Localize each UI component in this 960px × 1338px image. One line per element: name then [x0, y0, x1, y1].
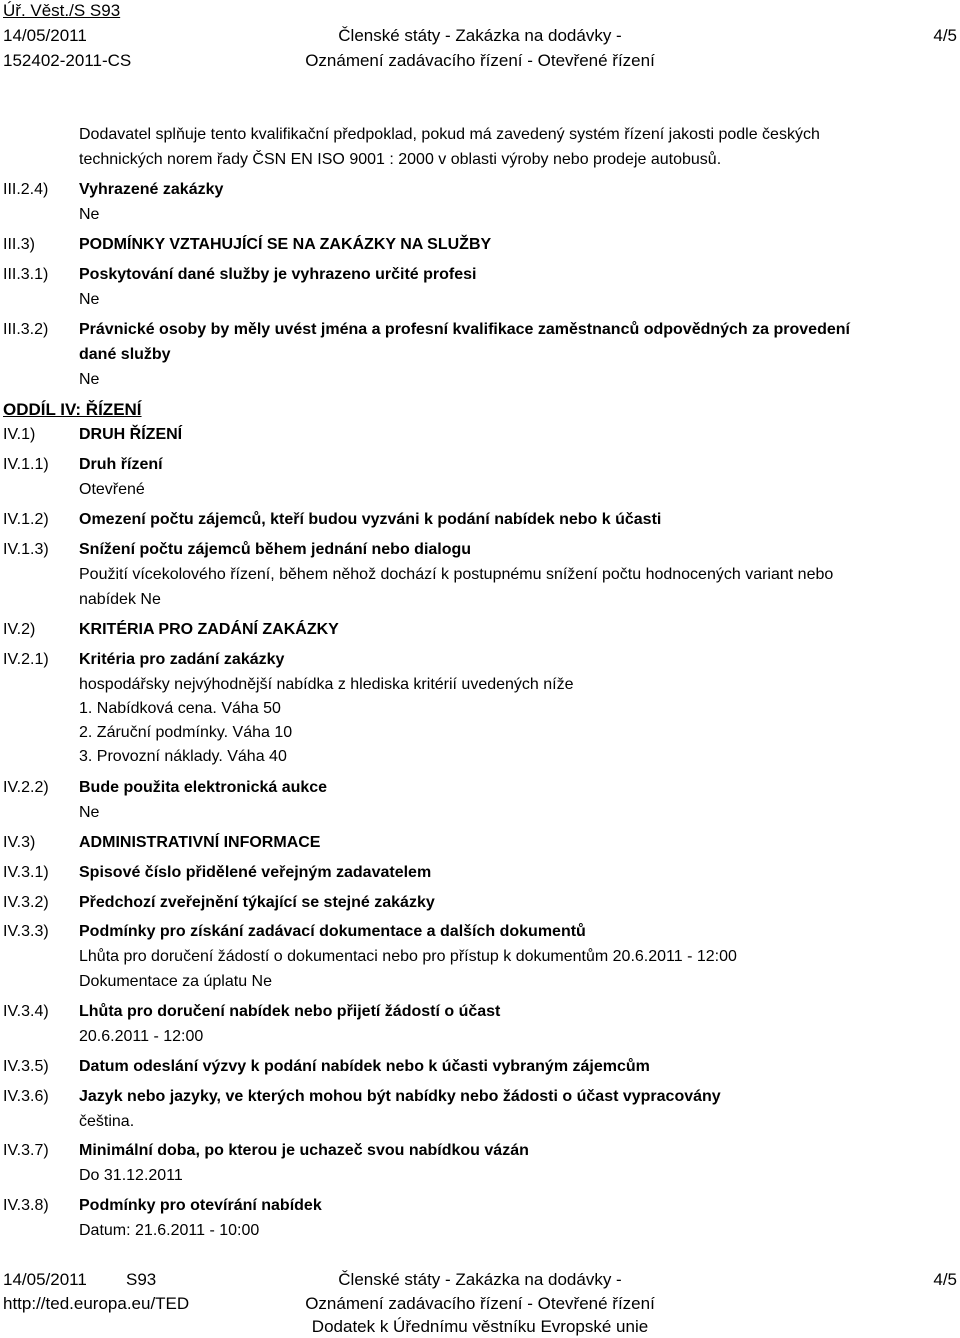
section-number: IV.1.1): [3, 456, 49, 473]
section-number: III.3.2): [3, 321, 49, 338]
footer-title-line3: Dodatek k Úřednímu věstníku Evropské unie: [311, 1317, 649, 1336]
section-number: IV.3.6): [3, 1088, 49, 1105]
header-doc-number: 152402-2011-CS: [3, 51, 132, 70]
criteria-item: 3. Provozní náklady. Váha 40: [79, 748, 287, 765]
section-label: Vyhrazené zakázky: [79, 181, 224, 198]
section-number: IV.3.4): [3, 1003, 49, 1020]
section-iv-title: ODDÍL IV: ŘÍZENÍ: [3, 400, 142, 419]
header-title-line2: Oznámení zadávacího řízení - Otevřené řízení: [305, 51, 655, 70]
section-label: Jazyk nebo jazyky, ve kterých mohou být nabídky nebo žádosti o účast vypracovány: [79, 1088, 721, 1105]
section-heading: DRUH ŘÍZENÍ: [79, 426, 183, 443]
footer-title-line1: Členské státy - Zakázka na dodávky -: [338, 1270, 622, 1289]
publication-ref: Úř. Věst./S S93: [3, 1, 121, 20]
section-number: IV.3.8): [3, 1197, 49, 1214]
section-text: Použití vícekolového řízení, během něhož dochází k postupnému snížení počtu hodnocených variant nebo: [79, 566, 834, 583]
section-heading: ADMINISTRATIVNÍ INFORMACE: [79, 834, 321, 851]
section-label-cont: dané služby: [79, 346, 171, 363]
section-label: Minimální doba, po kterou je uchazeč svou nabídkou vázán: [79, 1142, 529, 1159]
criteria-item: 2. Záruční podmínky. Váha 10: [79, 724, 293, 741]
section-value: Do 31.12.2011: [79, 1167, 183, 1184]
footer-series: S93: [126, 1270, 157, 1289]
section-number: IV.2.1): [3, 651, 49, 668]
section-label: Bude použita elektronická aukce: [79, 779, 328, 796]
section-heading: KRITÉRIA PRO ZADÁNÍ ZAKÁZKY: [79, 621, 339, 638]
section-value: 20.6.2011 - 12:00: [79, 1028, 204, 1045]
section-label: Snížení počtu zájemců během jednání nebo dialogu: [79, 541, 472, 558]
section-label: Kritéria pro zadání zakázky: [79, 651, 285, 668]
section-label: Spisové číslo přidělené veřejným zadavatelem: [79, 864, 432, 881]
section-number: IV.3.7): [3, 1142, 49, 1159]
section-label: Lhůta pro doručení nabídek nebo přijetí žádostí o účast: [79, 1003, 501, 1020]
header-page-number: 4/5: [933, 26, 957, 45]
footer-date: 14/05/2011: [3, 1270, 87, 1289]
section-label: Datum odeslání výzvy k podání nabídek nebo k účasti vybraným zájemcům: [79, 1058, 650, 1075]
section-number: IV.1.2): [3, 511, 49, 528]
section-number: IV.2.2): [3, 779, 49, 796]
section-number: III.3.1): [3, 266, 49, 283]
footer-title-line2: Oznámení zadávacího řízení - Otevřené řízení: [305, 1294, 655, 1313]
section-number: IV.3.5): [3, 1058, 49, 1075]
section-number: IV.3): [3, 834, 36, 851]
section-value: Ne: [79, 206, 100, 223]
intro-text-line2: technických norem řady ČSN EN ISO 9001 : 2000 v oblasti výroby nebo prodeje autobusů.: [79, 151, 722, 168]
section-value: Ne: [79, 371, 100, 388]
header-title-line1: Členské státy - Zakázka na dodávky -: [338, 26, 622, 45]
section-number: IV.1): [3, 426, 36, 443]
section-value: Datum: 21.6.2011 - 10:00: [79, 1222, 260, 1239]
section-number: IV.1.3): [3, 541, 49, 558]
section-value: Ne: [79, 291, 100, 308]
section-text: nabídek Ne: [79, 591, 161, 608]
section-number: III.3): [3, 236, 36, 253]
footer-url-link[interactable]: http://ted.europa.eu/TED: [3, 1294, 190, 1313]
criteria-item: 1. Nabídková cena. Váha 50: [79, 700, 281, 717]
section-value: čeština.: [79, 1113, 135, 1130]
section-number: IV.3.1): [3, 864, 49, 881]
footer-page-number: 4/5: [933, 1270, 957, 1289]
section-number: III.2.4): [3, 181, 49, 198]
section-label: Předchozí zveřejnění týkající se stejné zakázky: [79, 894, 435, 911]
section-label: Druh řízení: [79, 456, 163, 473]
section-text: Lhůta pro doručení žádostí o dokumentaci nebo pro přístup k dokumentům 20.6.2011 - 12:00: [79, 948, 737, 965]
section-value: Otevřené: [79, 481, 145, 498]
section-label: Omezení počtu zájemců, kteří budou vyzváni k podání nabídek nebo k účasti: [79, 511, 662, 528]
section-text: Dokumentace za úplatu Ne: [79, 973, 272, 990]
section-label: Právnické osoby by měly uvést jména a profesní kvalifikace zaměstnanců odpovědných za provedení: [79, 321, 850, 338]
section-value: Ne: [79, 804, 100, 821]
section-number: IV.3.2): [3, 894, 49, 911]
section-text: hospodářsky nejvýhodnější nabídka z hlediska kritérií uvedených níže: [79, 676, 574, 693]
section-number: IV.3.3): [3, 923, 49, 940]
section-label: Podmínky pro otevírání nabídek: [79, 1197, 322, 1214]
intro-text-line1: Dodavatel splňuje tento kvalifikační předpoklad, pokud má zavedený systém řízení jakosti podle českých: [79, 126, 820, 143]
section-label: Poskytování dané služby je vyhrazeno určité profesi: [79, 266, 477, 283]
section-number: IV.2): [3, 621, 36, 638]
section-heading: PODMÍNKY VZTAHUJÍCÍ SE NA ZAKÁZKY NA SLUŽBY: [79, 236, 492, 253]
header-date: 14/05/2011: [3, 26, 87, 45]
section-label: Podmínky pro získání zadávací dokumentace a dalších dokumentů: [79, 923, 586, 940]
